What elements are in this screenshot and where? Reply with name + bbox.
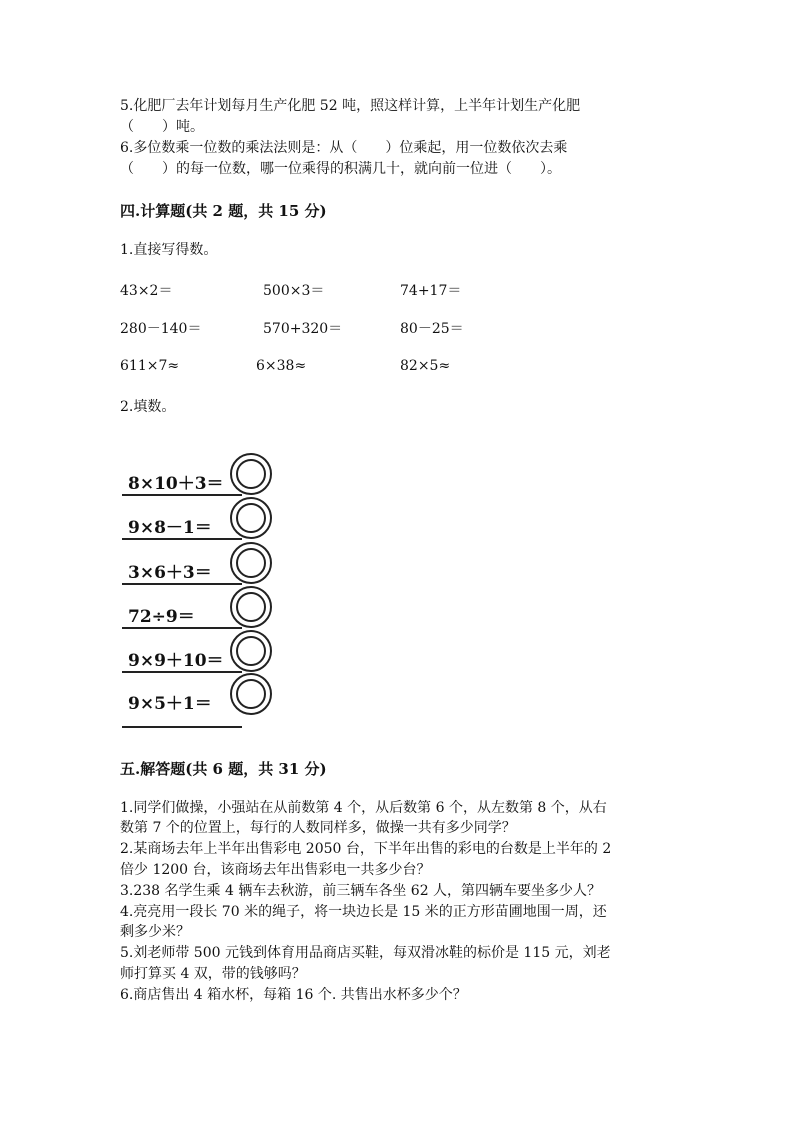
problem-line: 剩多少米？ [120, 924, 190, 940]
calc-item: 80－25＝ [400, 321, 464, 337]
answer-circle [228, 452, 274, 498]
calc-item: 611×7≈ [120, 358, 180, 374]
calc-item: 82×5≈ [400, 358, 451, 374]
answer-circle [228, 541, 274, 587]
problem-line: 5.刘老师带 500 元钱到体育用品商店买鞋，每双滑冰鞋的标价是 115 元，刘老 [120, 945, 611, 961]
fill-expression: 72÷9＝ [128, 607, 195, 627]
calc-item: 6×38≈ [256, 358, 307, 374]
fill-row [120, 672, 280, 716]
answer-circle [228, 672, 274, 718]
fill-q2-label: 2.填数。 [120, 399, 176, 415]
fill-row [120, 585, 280, 629]
problem-line: 4.亮亮用一段长 70 米的绳子，将一块边长是 15 米的正方形苗圃地围一周，还 [120, 904, 607, 920]
question-5-line-1: 5.化肥厂去年计划每月生产化肥 52 吨，照这样计算，上半年计划生产化肥 [120, 98, 581, 114]
answer-circle [228, 496, 274, 542]
fill-row [120, 541, 280, 585]
answer-circle [228, 585, 274, 631]
answer-line [122, 538, 242, 540]
question-6-line-1: 6.多位数乘一位数的乘法法则是：从（ ）位乘起，用一位数依次去乘 [120, 140, 568, 156]
fill-expression: 9×8－1＝ [128, 518, 212, 538]
fill-row [120, 496, 280, 540]
problem-line: 1.同学们做操，小强站在从前数第 4 个，从后数第 6 个，从左数第 8 个，从右 [120, 800, 607, 816]
fill-expression: 9×9＋10＝ [128, 651, 224, 671]
calc-item: 500×3＝ [263, 283, 325, 299]
fill-expression: 8×10＋3＝ [128, 474, 224, 494]
calc-item: 74+17＝ [400, 283, 462, 299]
question-6-line-2: （ ）的每一位数，哪一位乘得的积满几十，就向前一位进（ ）。 [120, 161, 561, 177]
question-5-line-2: （ ）吨。 [120, 119, 204, 135]
problem-line: 师打算买 4 双，带的钱够吗？ [120, 966, 306, 982]
problem-line: 6.商店售出 4 箱水杯，每箱 16 个. 共售出水杯多少个？ [120, 987, 467, 1003]
problem-line: 2.某商场去年上半年出售彩电 2050 台，下半年出售的彩电的台数是上半年的 2 [120, 841, 612, 857]
calc-item: 280－140＝ [120, 321, 202, 337]
answer-circle [228, 629, 274, 675]
fill-row [120, 629, 280, 673]
fill-row [120, 452, 280, 496]
fill-expression: 9×5＋1＝ [128, 694, 212, 714]
answer-line [122, 726, 242, 728]
problem-line: 数第 7 个的位置上，每行的人数同样多，做操一共有多少同学？ [120, 820, 516, 836]
calc-item: 570+320＝ [263, 321, 343, 337]
calc-item: 43×2＝ [120, 283, 173, 299]
problem-line: 倍少 1200 台，该商场去年出售彩电一共多少台？ [120, 862, 431, 878]
problem-line: 3.238 名学生乘 4 辆车去秋游，前三辆车各坐 62 人，第四辆车要坐多少人？ [120, 883, 602, 899]
section-5-heading: 五.解答题(共 6 题，共 31 分) [120, 760, 327, 778]
fill-expression: 3×6＋3＝ [128, 563, 212, 583]
section-4-heading: 四.计算题(共 2 题，共 15 分) [120, 202, 327, 220]
calc-q1-label: 1.直接写得数。 [120, 242, 218, 258]
